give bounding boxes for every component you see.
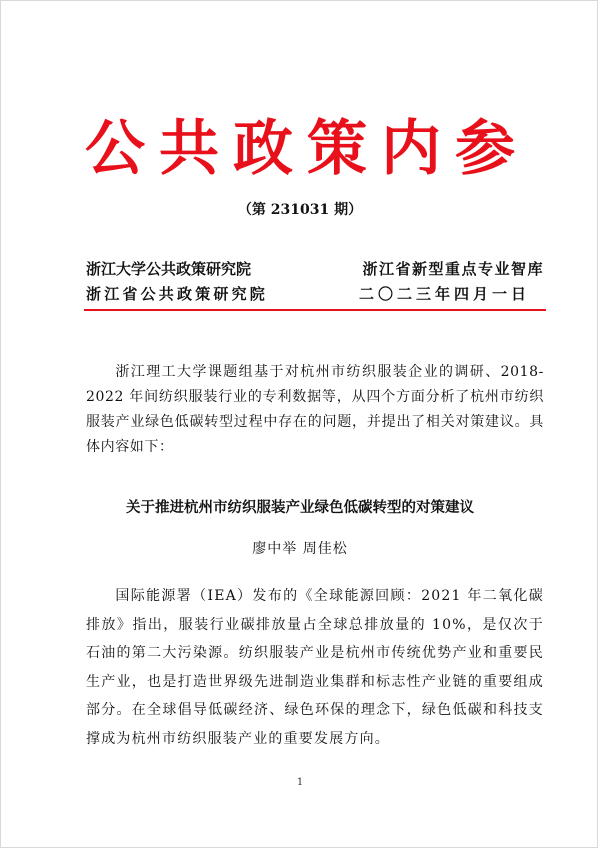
article-authors: 廖中举 周佳松	[252, 541, 348, 557]
publisher-row-2	[86, 282, 544, 307]
publisher-left-1: 浙江大学公共政策研究院	[86, 260, 252, 278]
publisher-left-2: 浙江省公共政策研究院	[86, 285, 269, 303]
publisher-block	[86, 257, 544, 307]
issue-number: （第 231031 期）	[237, 202, 363, 218]
publisher-row-1	[86, 257, 544, 282]
body-paragraph: 国际能源署（IEA）发布的《全球能源回顾：2021 年二氧化碳排放》指出，服装行业碳排放量占全球总排放量的 10%，是仅次于石油的第二大污染源。纺织服装产业是杭州市传统优势产业和重要民生产业，也是打造世界级先进制造业集群和标志性产业链的重要组成部分。在全球倡导低碳经济、绿色环保的理念下，绿色低碳和科技支撑成为杭州市纺织服装产业的重要发展方向。	[86, 588, 544, 747]
publish-date: 二〇二三年四月一日	[358, 285, 530, 303]
intro-paragraph: 浙江理工大学课题组基于对杭州市纺织服装企业的调研、2018-2022 年间纺织服装行业的专利数据等，从四个方面分析了杭州市纺织服装产业绿色低碳转型过程中存在的问题，并提出了相关对策建议。具体内容如下：	[86, 364, 544, 455]
publisher-right-1: 浙江省新型重点专业智库	[362, 260, 544, 278]
red-divider	[84, 309, 546, 311]
masthead-title: 公共政策内参	[85, 114, 529, 184]
article-title: 关于推进杭州市纺织服装产业绿色低碳转型的对策建议	[126, 500, 474, 516]
page-number: 1	[296, 777, 304, 788]
